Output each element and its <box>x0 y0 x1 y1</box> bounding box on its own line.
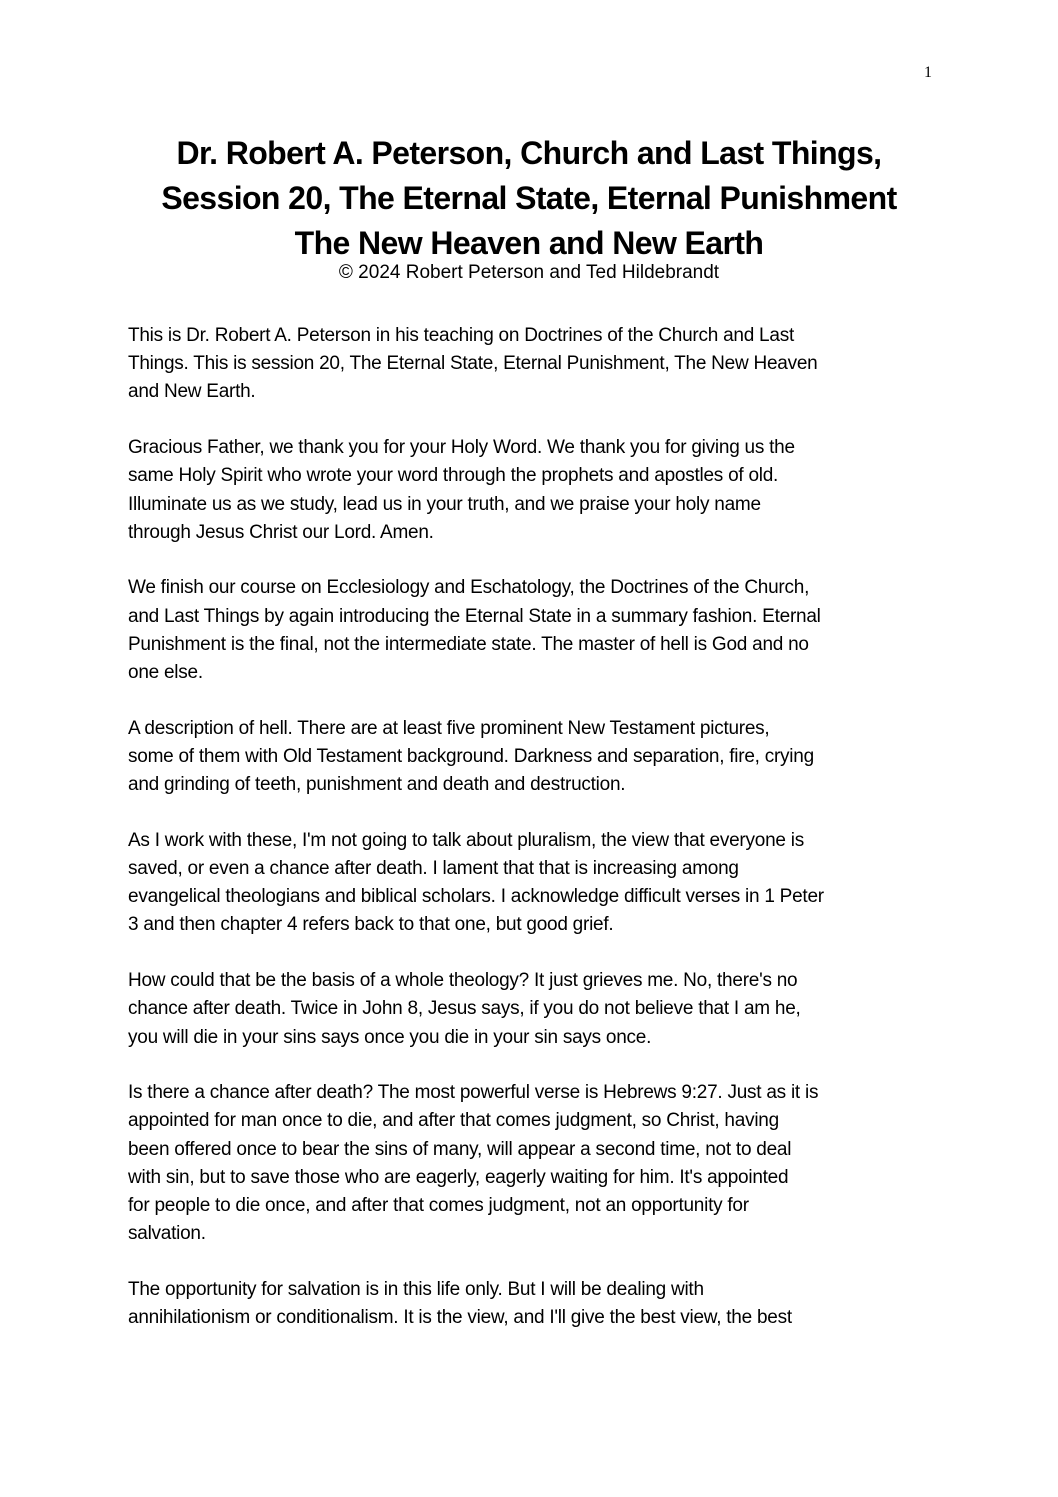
body-paragraph <box>128 715 933 800</box>
paragraph-line: with sin, but to save those who are eagerly, eagerly waiting for him. It's appointed <box>128 1166 789 1188</box>
title-block <box>100 131 958 285</box>
paragraph-line: some of them with Old Testament background. Darkness and separation, fire, crying <box>128 745 814 767</box>
document-body <box>128 322 933 1360</box>
paragraph-line: Is there a chance after death? The most powerful verse is Hebrews 9:27. Just as it is <box>128 1082 819 1104</box>
document-title-line-2: Session 20, The Eternal State, Eternal Punishment <box>161 180 897 216</box>
paragraph-line: and Last Things by again introducing the Eternal State in a summary fashion. Eternal <box>128 605 821 627</box>
paragraph-line: been offered once to bear the sins of many, will appear a second time, not to deal <box>128 1138 792 1160</box>
paragraph-line: Things. This is session 20, The Eternal State, Eternal Punishment, The New Heaven <box>128 353 818 375</box>
body-paragraph <box>128 967 933 1052</box>
paragraph-line: A description of hell. There are at least five prominent New Testament pictures, <box>128 717 770 739</box>
paragraph-line: you will die in your sins says once you die in your sin says once. <box>128 1026 652 1048</box>
body-paragraph <box>128 322 933 407</box>
paragraph-line: Illuminate us as we study, lead us in your truth, and we praise your holy name <box>128 493 761 515</box>
body-paragraph <box>128 1276 933 1332</box>
paragraph-line: 3 and then chapter 4 refers back to that one, but good grief. <box>128 914 614 936</box>
paragraph-line: appointed for man once to die, and after that comes judgment, so Christ, having <box>128 1110 779 1132</box>
paragraph-line: The opportunity for salvation is in this life only. But I will be dealing with <box>128 1278 704 1300</box>
document-title-line-1: Dr. Robert A. Peterson, Church and Last Things, <box>176 135 882 171</box>
paragraph-line: annihilationism or conditionalism. It is the view, and I'll give the best view, the best <box>128 1307 792 1329</box>
body-paragraph <box>128 827 933 940</box>
body-paragraph <box>128 434 933 547</box>
paragraph-line: and New Earth. <box>128 381 256 403</box>
paragraph-line: through Jesus Christ our Lord. Amen. <box>128 521 434 543</box>
paragraph-line: saved, or even a chance after death. I lament that that is increasing among <box>128 858 739 880</box>
paragraph-line: for people to die once, and after that comes judgment, not an opportunity for <box>128 1195 749 1217</box>
paragraph-line: We finish our course on Ecclesiology and Eschatology, the Doctrines of the Church, <box>128 577 810 599</box>
page-number: 1 <box>924 64 932 81</box>
paragraph-line: evangelical theologians and biblical scholars. I acknowledge difficult verses in 1 Peter <box>128 886 824 908</box>
copyright-notice: © 2024 Robert Peterson and Ted Hildebrandt <box>338 262 720 283</box>
body-paragraph <box>128 1079 933 1248</box>
paragraph-line: Gracious Father, we thank you for your Holy Word. We thank you for giving us the <box>128 437 795 459</box>
paragraph-line: one else. <box>128 662 203 684</box>
paragraph-line: same Holy Spirit who wrote your word through the prophets and apostles of old. <box>128 465 779 487</box>
paragraph-line: chance after death. Twice in John 8, Jesus says, if you do not believe that I am he, <box>128 998 801 1020</box>
paragraph-line: and grinding of teeth, punishment and death and destruction. <box>128 774 626 796</box>
document-title-line-3: The New Heaven and New Earth <box>294 225 764 261</box>
paragraph-line: This is Dr. Robert A. Peterson in his teaching on Doctrines of the Church and Last <box>128 325 794 346</box>
body-paragraph <box>128 574 933 687</box>
paragraph-line: salvation. <box>128 1223 206 1245</box>
paragraph-line: How could that be the basis of a whole theology? It just grieves me. No, there's no <box>128 970 798 992</box>
paragraph-line: Punishment is the final, not the intermediate state. The master of hell is God and no <box>128 633 809 655</box>
paragraph-line: As I work with these, I'm not going to talk about pluralism, the view that everyone is <box>128 829 804 851</box>
